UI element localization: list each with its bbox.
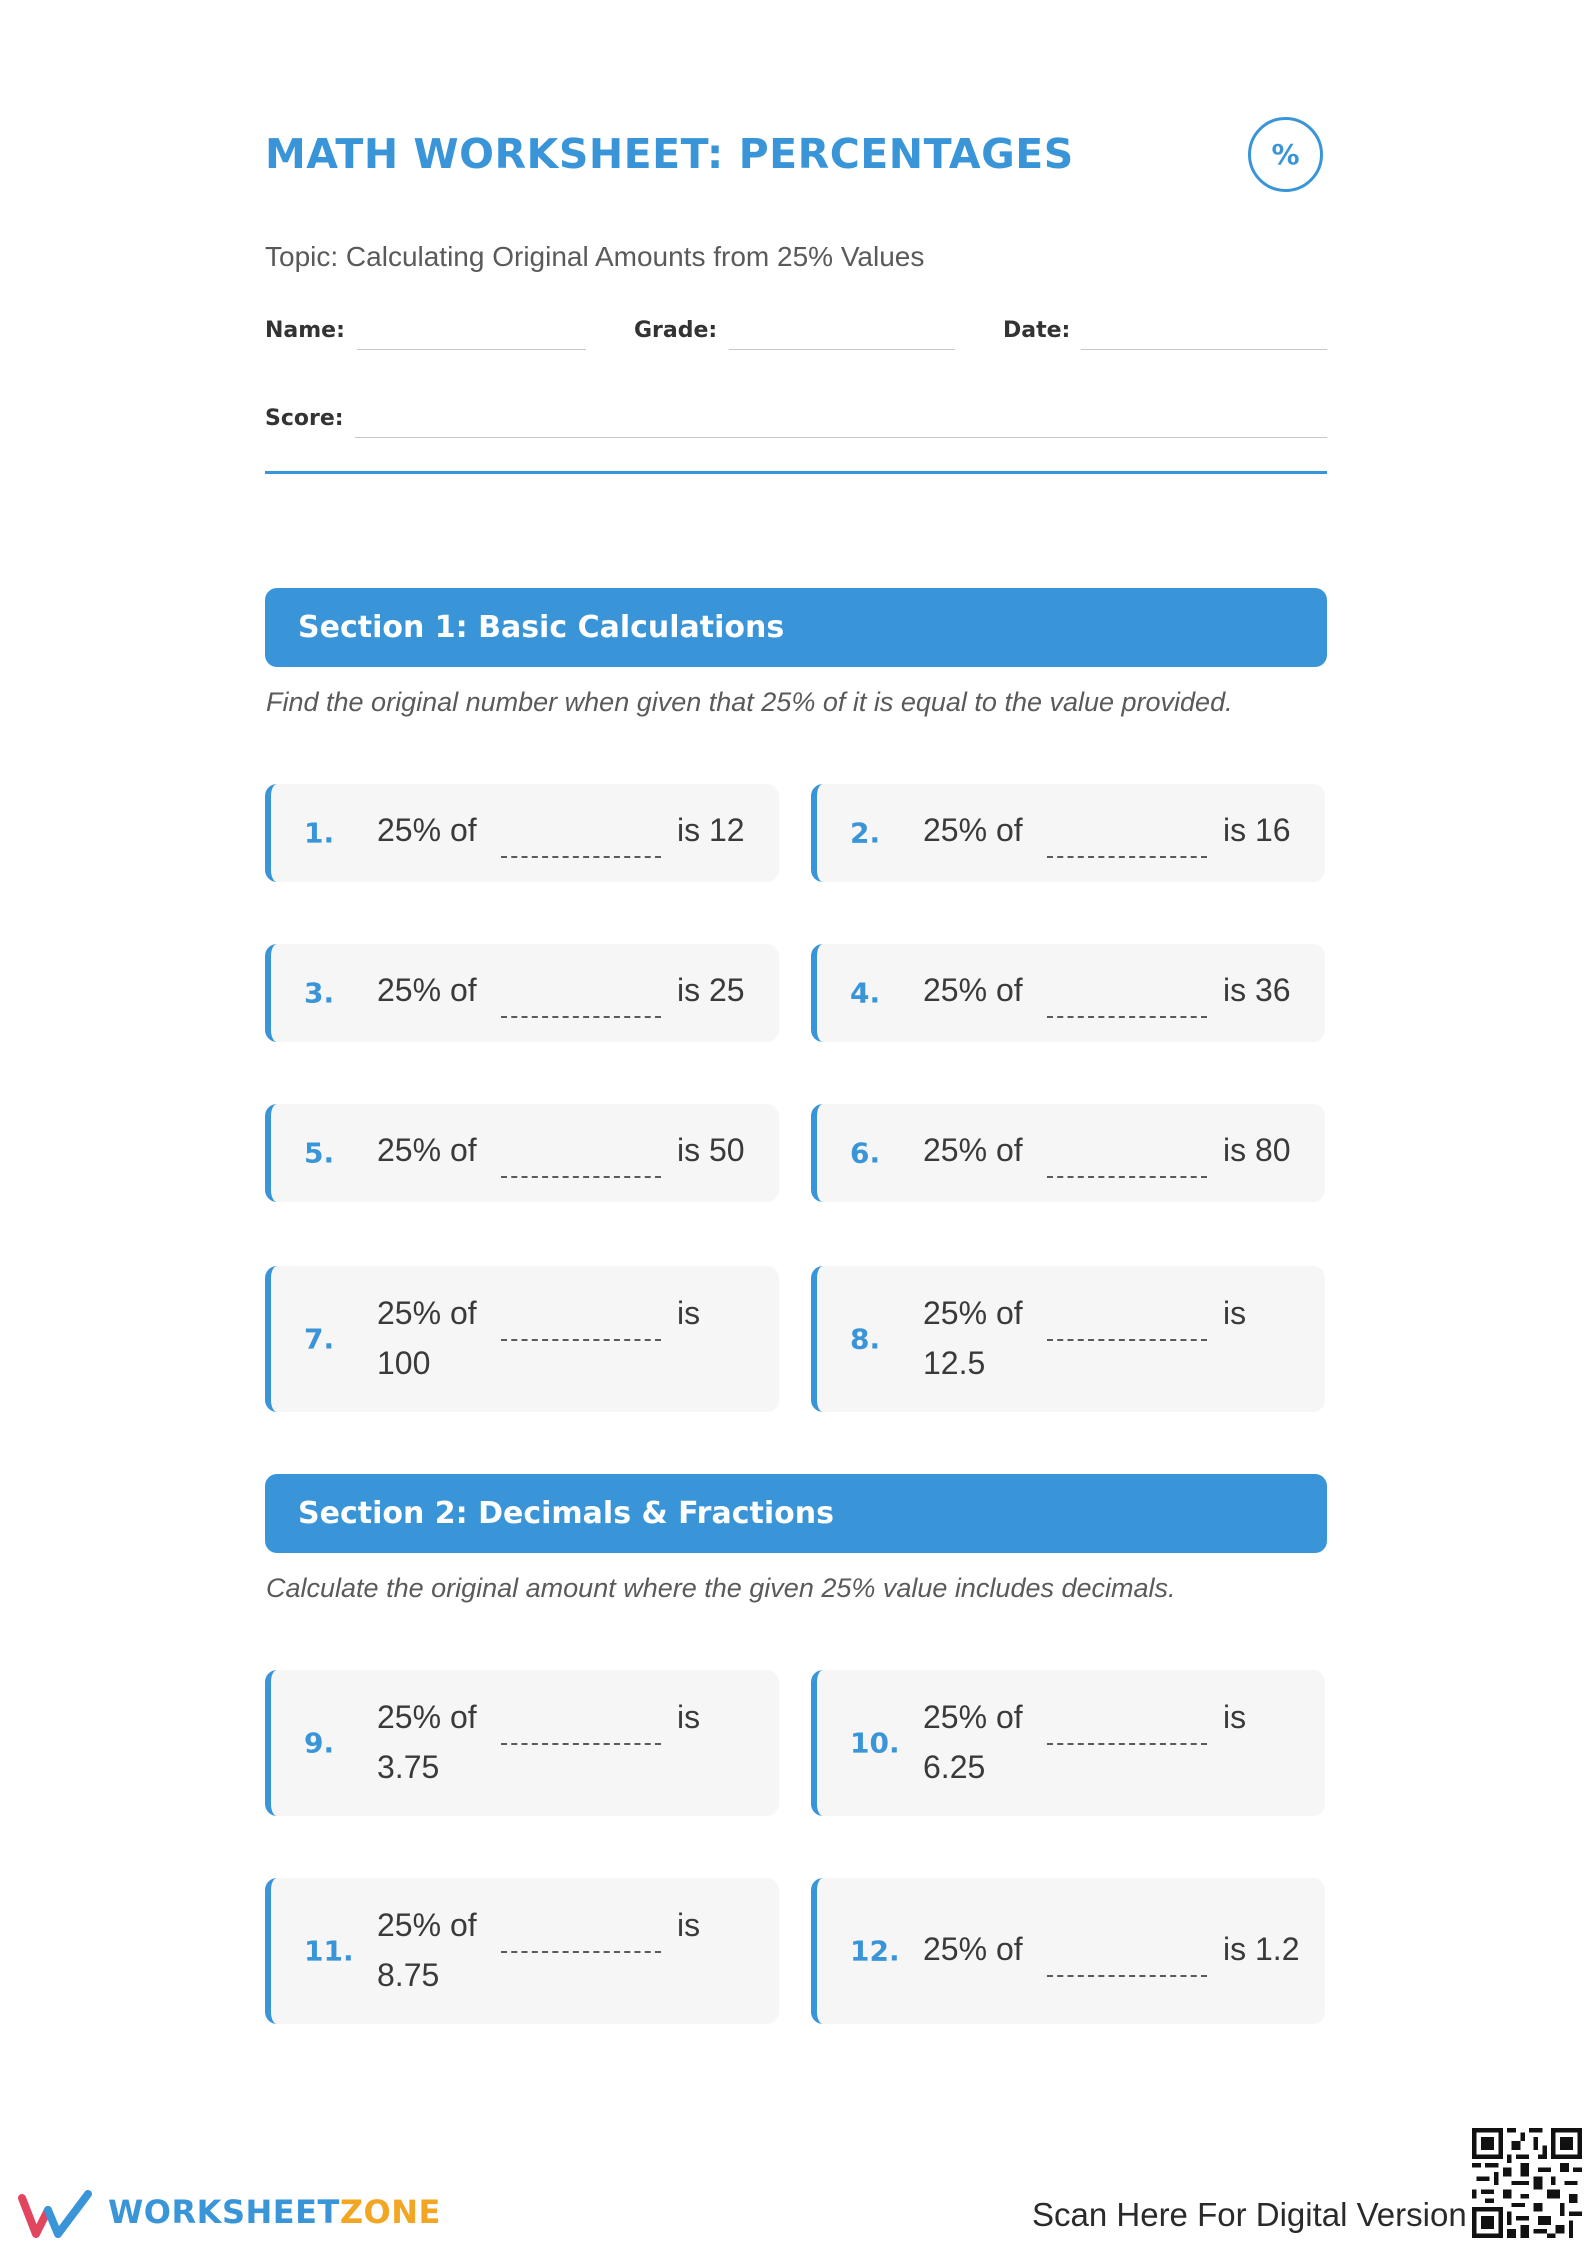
section-2-title: Section 2: Decimals & Fractions — [298, 1496, 834, 1531]
problem-suffix: is — [1223, 1295, 1247, 1331]
brand-part-2: ZONE — [339, 2193, 441, 2231]
problem-prefix: 25% of — [377, 1132, 477, 1168]
answer-blank[interactable] — [1047, 1016, 1207, 1018]
problem-prefix: 25% of — [377, 1699, 477, 1735]
name-label: Name: — [265, 318, 345, 343]
problem-suffix: is 12 — [677, 812, 745, 848]
problem-number: 5. — [304, 1136, 335, 1170]
worksheetzone-logo-icon — [18, 2188, 94, 2240]
problem-suffix: is 80 — [1223, 1132, 1291, 1168]
problem-card — [811, 1266, 1325, 1412]
problem-suffix: is 1.2 — [1223, 1931, 1300, 1967]
problem-value: 100 — [377, 1345, 431, 1381]
problem-card — [265, 944, 779, 1042]
section-2-instruction: Calculate the original amount where the given 25% value includes decimals. — [266, 1573, 1176, 1603]
answer-blank[interactable] — [501, 1339, 661, 1341]
section-1-title: Section 1: Basic Calculations — [298, 610, 785, 645]
answer-blank[interactable] — [501, 856, 661, 858]
problem-number: 4. — [850, 976, 881, 1010]
problem-card — [265, 1670, 779, 1816]
problem-card — [811, 1670, 1325, 1816]
problem-suffix: is — [677, 1699, 701, 1735]
answer-blank[interactable] — [1047, 1975, 1207, 1977]
date-field[interactable] — [1081, 349, 1327, 350]
brand-name — [108, 2193, 441, 2231]
answer-blank[interactable] — [1047, 1176, 1207, 1178]
answer-blank[interactable] — [1047, 1743, 1207, 1745]
problem-number: 11. — [304, 1934, 354, 1968]
answer-blank[interactable] — [501, 1743, 661, 1745]
score-label: Score: — [265, 406, 344, 431]
problem-card — [811, 1104, 1325, 1202]
problem-suffix: is — [677, 1907, 701, 1943]
problem-number: 9. — [304, 1726, 335, 1760]
problem-number: 7. — [304, 1322, 335, 1356]
problem-value: 8.75 — [377, 1957, 440, 1993]
section-1-header — [265, 588, 1327, 667]
problem-prefix: 25% of — [377, 812, 477, 848]
problem-card — [265, 1878, 779, 2024]
problem-prefix: 25% of — [923, 1699, 1023, 1735]
grade-label: Grade: — [634, 318, 718, 343]
worksheet-title: MATH WORKSHEET: PERCENTAGES — [265, 130, 1074, 178]
brand-part-1: WORKSHEET — [108, 2193, 340, 2231]
problem-prefix: 25% of — [923, 812, 1023, 848]
problem-number: 12. — [850, 1934, 900, 1968]
problem-prefix: 25% of — [377, 1295, 477, 1331]
problem-card — [265, 1104, 779, 1202]
qr-code-icon[interactable] — [1472, 2128, 1582, 2238]
problem-prefix: 25% of — [377, 972, 477, 1008]
answer-blank[interactable] — [1047, 1339, 1207, 1341]
answer-blank[interactable] — [501, 1016, 661, 1018]
problem-number: 2. — [850, 816, 881, 850]
problem-prefix: 25% of — [923, 1931, 1023, 1967]
problem-value: 6.25 — [923, 1749, 986, 1785]
problem-prefix: 25% of — [377, 1907, 477, 1943]
problem-card — [811, 784, 1325, 882]
header-divider — [265, 471, 1327, 474]
problem-prefix: 25% of — [923, 972, 1023, 1008]
problem-suffix: is 25 — [677, 972, 745, 1008]
answer-blank[interactable] — [501, 1176, 661, 1178]
problem-prefix: 25% of — [923, 1132, 1023, 1168]
answer-blank[interactable] — [501, 1951, 661, 1953]
problem-card — [811, 944, 1325, 1042]
problem-number: 1. — [304, 816, 335, 850]
problem-card — [265, 784, 779, 882]
problem-suffix: is — [677, 1295, 701, 1331]
problem-suffix: is 16 — [1223, 812, 1291, 848]
answer-blank[interactable] — [1047, 856, 1207, 858]
grade-field[interactable] — [729, 349, 955, 350]
problem-suffix: is 36 — [1223, 972, 1291, 1008]
section-1-instruction: Find the original number when given that 25% of it is equal to the value provided. — [266, 687, 1233, 717]
percent-icon: % — [1248, 117, 1323, 192]
problem-number: 10. — [850, 1726, 900, 1760]
problem-number: 3. — [304, 976, 335, 1010]
topic-line: Topic: Calculating Original Amounts from 25% Values — [265, 241, 925, 272]
problem-suffix: is 50 — [677, 1132, 745, 1168]
score-field[interactable] — [355, 437, 1327, 438]
problem-card — [811, 1878, 1325, 2024]
problem-card — [265, 1266, 779, 1412]
date-label: Date: — [1003, 318, 1071, 343]
problem-number: 8. — [850, 1322, 881, 1356]
section-2-header — [265, 1474, 1327, 1553]
name-field[interactable] — [357, 349, 586, 350]
problem-prefix: 25% of — [923, 1295, 1023, 1331]
problem-suffix: is — [1223, 1699, 1247, 1735]
scan-instruction: Scan Here For Digital Version — [1032, 2196, 1467, 2233]
problem-number: 6. — [850, 1136, 881, 1170]
problem-value: 3.75 — [377, 1749, 440, 1785]
problem-value: 12.5 — [923, 1345, 986, 1381]
